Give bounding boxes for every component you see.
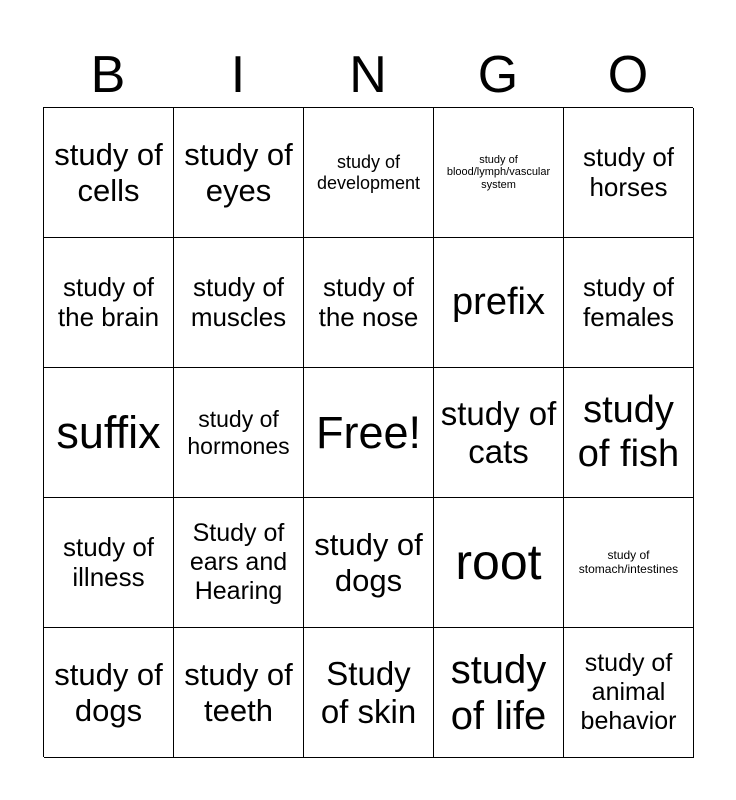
bingo-cell[interactable]: [44, 108, 174, 238]
cell-text: prefix: [452, 280, 545, 323]
bingo-header: [43, 44, 693, 106]
cell-text: study of dogs: [54, 656, 163, 728]
cell-text: study of muscles: [190, 271, 287, 332]
bingo-cell[interactable]: [174, 498, 304, 628]
header-letter-b: B: [90, 46, 126, 104]
header-letter-o: O: [607, 46, 649, 104]
bingo-cell[interactable]: [304, 108, 434, 238]
bingo-cell[interactable]: [44, 498, 174, 628]
cell-text: study of hormones: [187, 406, 290, 459]
bingo-cell[interactable]: [174, 368, 304, 498]
bingo-cell[interactable]: [44, 368, 174, 498]
cell-text: study of illness: [62, 531, 155, 592]
cell-text: study of animal behavior: [580, 649, 677, 735]
bingo-cell[interactable]: [434, 368, 564, 498]
cell-text: study of horses: [582, 141, 675, 202]
cell-text: study of the nose: [318, 271, 419, 332]
bingo-cell[interactable]: [434, 238, 564, 368]
bingo-cell[interactable]: [564, 628, 694, 758]
bingo-cell[interactable]: [564, 238, 694, 368]
cell-text: study of development: [316, 151, 421, 193]
bingo-cell[interactable]: [434, 628, 564, 758]
cell-text: study of the brain: [57, 271, 160, 332]
bingo-cell[interactable]: [44, 238, 174, 368]
header-letter-n: N: [349, 46, 387, 104]
bingo-cell[interactable]: [564, 368, 694, 498]
cell-text: study of eyes: [184, 136, 293, 208]
bingo-cell[interactable]: [564, 108, 694, 238]
cell-text: study of fish: [577, 388, 680, 475]
cell-text: study of life: [450, 647, 547, 738]
cell-text: study of dogs: [314, 526, 423, 598]
header-letter-i: I: [230, 46, 246, 104]
bingo-cell[interactable]: [304, 498, 434, 628]
bingo-cell[interactable]: [564, 498, 694, 628]
bingo-cell[interactable]: [304, 238, 434, 368]
cell-text: study of females: [582, 271, 675, 332]
cell-text: study of cells: [54, 136, 163, 208]
cell-text: root: [455, 533, 542, 590]
header-letter-g: G: [477, 46, 519, 104]
cell-text: study of blood/lymph/vascular system: [446, 153, 551, 191]
cell-text: study of teeth: [184, 656, 293, 728]
bingo-cell[interactable]: [304, 628, 434, 758]
bingo-cell[interactable]: [434, 498, 564, 628]
cell-text: suffix: [56, 406, 161, 458]
bingo-board: [43, 107, 693, 757]
bingo-cell[interactable]: [434, 108, 564, 238]
bingo-cell[interactable]: [174, 628, 304, 758]
cell-text: Study of ears and Hearing: [189, 519, 288, 605]
cell-text: Free!: [315, 406, 422, 458]
bingo-cell[interactable]: [174, 238, 304, 368]
bingo-cell[interactable]: [44, 628, 174, 758]
free-space-cell[interactable]: [304, 368, 434, 498]
bingo-cell[interactable]: [174, 108, 304, 238]
cell-text: study of stomach/intestines: [578, 547, 679, 576]
cell-text: Study of skin: [320, 654, 417, 730]
cell-text: study of cats: [440, 394, 557, 470]
